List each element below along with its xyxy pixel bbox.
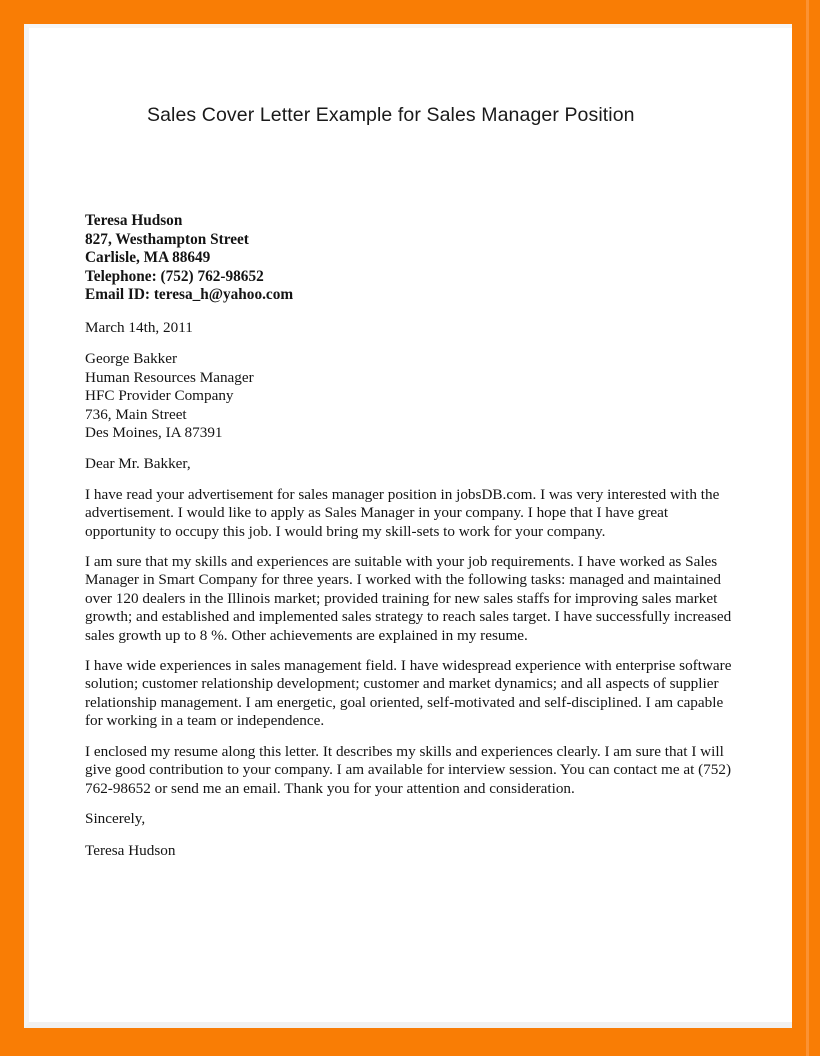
scanned-document-sheet: [24, 24, 792, 1028]
recipient-company: HFC Provider Company: [85, 387, 234, 405]
body-paragraph: I have read your advertisement for sales manager position in jobsDB.com. I was very interested with the advertisement. I would like to apply as Sales Manager in your company. I hope that I have great opportunity to occupy this job. I would bring my skill-sets to work for your company.: [85, 485, 720, 540]
body-paragraph: I have wide experiences in sales management field. I have widespread experience with enterprise software solution; customer relationship development; customer and market dynamics; and all aspects of supplier relationship management. I am energetic, goal oriented, self-motivated and self-disciplined. I am capable for working in a team or independence.: [85, 657, 732, 730]
salutation: Dear Mr. Bakker,: [85, 455, 191, 473]
body-paragraph: I enclosed my resume along this letter. It describes my skills and experiences clearly. I am sure that I will give good contribution to your company. I am available for interview session. You can contact me at (752) 762-98652 or send me an email. Thank you for your attention and consideration.: [85, 742, 732, 797]
recipient-name: George Bakker: [85, 350, 178, 368]
border-stripe-light: [806, 0, 809, 1056]
recipient-street: 736, Main Street: [85, 405, 187, 423]
sender-address-block: [85, 212, 737, 305]
sender-name: Teresa Hudson: [85, 212, 183, 229]
letter-content: [85, 212, 737, 861]
recipient-city-state-zip: Des Moines, IA 87391: [85, 424, 223, 441]
sender-email: Email ID: teresa_h@yahoo.com: [85, 286, 294, 304]
border-stripe-dark: [813, 0, 816, 1056]
signature-name: Teresa Hudson: [85, 842, 176, 860]
letter-date: March 14th, 2011: [85, 318, 193, 336]
sender-street: 827, Westhampton Street: [85, 230, 249, 248]
closing-phrase: Sincerely,: [85, 809, 146, 827]
recipient-job-title: Human Resources Manager: [85, 368, 254, 386]
recipient-address-block: [85, 350, 737, 442]
page-title: Sales Cover Letter Example for Sales Manager Position: [147, 104, 635, 126]
body-paragraph: I am sure that my skills and experiences are suitable with your job requirements. I have worked as Sales Manager in Smart Company for three years. I worked with the following tasks: managed and maintained over 120 dealers in the Illinois market; provided training for new sales staffs for improving sales market growth; and established and implemented sales strategy to reach sales target. I have successfully increased sales growth up to 8 %. Other achievements are explained in my resume.: [85, 553, 732, 644]
sender-city-state-zip: Carlisle, MA 88649: [85, 249, 211, 267]
sender-telephone: Telephone: (752) 762-98652: [85, 267, 264, 285]
